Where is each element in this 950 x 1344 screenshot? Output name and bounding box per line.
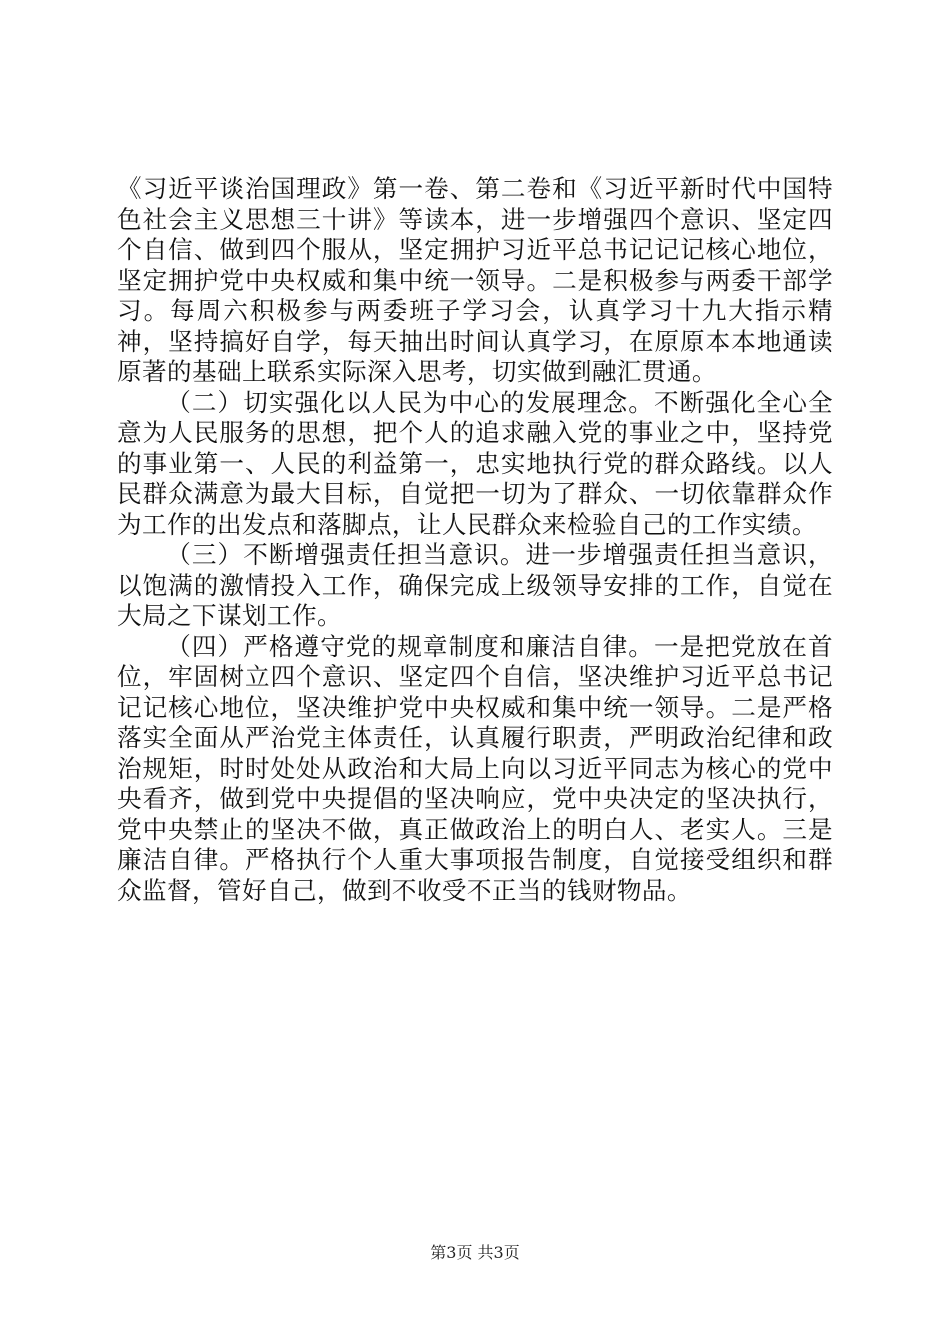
page-footer — [0, 1243, 950, 1263]
paragraph-1: 《习近平谈治国理政》第一卷、第二卷和《习近平新时代中国特色社会主义思想三十讲》等读本，进一步增强四个意识、坚定四个自信、做到四个服从，坚定拥护习近平总书记记记核心地位，坚定拥护党中央权威和集中统一领导。二是积极参与两委干部学习。每周六积极参与两委班子学习会，认真学习十九大指示精神，坚持搞好自学，每天抽出时间认真学习，在原原本本地通读原著的基础上联系实际深入思考，切实做到融汇贯通。 — [117, 174, 833, 386]
paragraph-2: （二）切实强化以人民为中心的发展理念。不断强化全心全意为人民服务的思想，把个人的追求融入党的事业之中，坚持党的事业第一、人民的利益第一，忠实地执行党的群众路线。以人民群众满意为最大目标，自觉把一切为了群众、一切依靠群众作为工作的出发点和落脚点，让人民群众来检验自己的工作实绩。 — [117, 387, 833, 539]
document-body — [117, 174, 833, 906]
paragraph-3: （三）不断增强责任担当意识。进一步增强责任担当意识，以饱满的激情投入工作，确保完成上级领导安排的工作，自觉在大局之下谋划工作。 — [117, 540, 833, 630]
page-number: 第3页 共3页 — [430, 1243, 520, 1262]
paragraph-4: （四）严格遵守党的规章制度和廉洁自律。一是把党放在首位，牢固树立四个意识、坚定四个自信，坚决维护习近平总书记记记核心地位，坚决维护党中央权威和集中统一领导。二是严格落实全面从严治党主体责任，认真履行职责，严明政治纪律和政治规矩，时时处处从政治和大局上向以习近平同志为核心的党中央看齐，做到党中央提倡的坚决响应，党中央决定的坚决执行，党中央禁止的坚决不做，真正做政治上的明白人、老实人。三是廉洁自律。严格执行个人重大事项报告制度，自觉接受组织和群众监督，管好自己，做到不收受不正当的钱财物品。 — [117, 631, 833, 905]
